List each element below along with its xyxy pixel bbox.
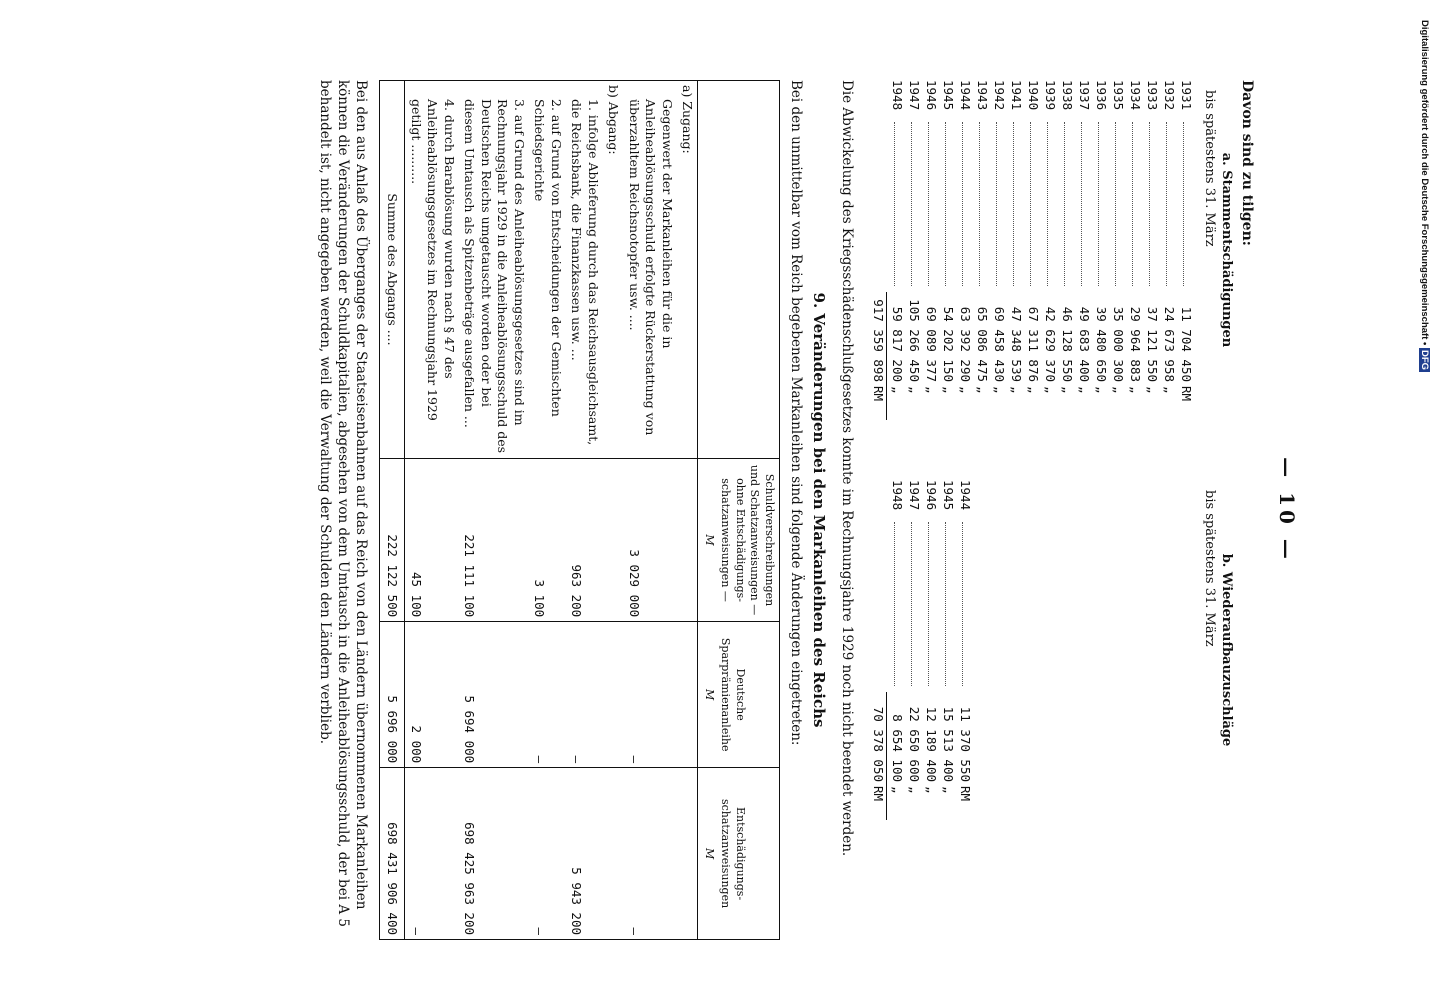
abgang-row bbox=[405, 81, 459, 940]
year-unit: „ bbox=[1025, 386, 1041, 394]
year-unit: „ bbox=[1093, 386, 1109, 394]
empty-cell bbox=[603, 458, 624, 621]
year-row bbox=[923, 80, 940, 420]
header-unit: M bbox=[702, 847, 716, 860]
year-unit: „ bbox=[940, 386, 956, 394]
abgang-value-2: 2 000 bbox=[405, 622, 459, 768]
digitization-credit bbox=[1416, 20, 1432, 400]
year-year: 1943 bbox=[974, 80, 990, 111]
year-value: 47 348 539 bbox=[1008, 306, 1024, 382]
stammentschaedigungen-heading: a. Stammentschädigungen bbox=[1219, 152, 1235, 348]
abgang-value-3: 5 943 200 bbox=[566, 768, 603, 940]
abgang-row bbox=[566, 81, 603, 940]
year-value: 37 121 550 bbox=[1144, 306, 1160, 382]
dot-leader bbox=[945, 122, 957, 286]
abgang-text: 3. auf Grund des Anleiheablösungsgesetzes sind im Rechnungsjahr 1929 in die Anleiheablösungsschuld des Deutschen Reichs umgetauscht worden oder bei diesem Umtausch als Spitzenbeträge ausgefallen ... bbox=[459, 81, 529, 459]
year-row bbox=[957, 480, 974, 820]
year-value: 22 650 600 bbox=[906, 706, 922, 782]
year-year: 1944 bbox=[957, 480, 973, 511]
total-value: 70 378 050 bbox=[869, 692, 887, 782]
year-unit: „ bbox=[1059, 386, 1075, 394]
spacer bbox=[974, 480, 1195, 820]
year-unit: „ bbox=[889, 386, 905, 394]
year-value: 67 311 876 bbox=[1025, 306, 1041, 382]
year-row bbox=[1008, 80, 1025, 420]
year-year: 1946 bbox=[923, 80, 939, 111]
dot-leader bbox=[928, 522, 940, 686]
year-year: 1946 bbox=[923, 480, 939, 511]
year-value: 63 392 290 bbox=[957, 306, 973, 382]
year-year: 1948 bbox=[889, 80, 905, 111]
year-row bbox=[1059, 80, 1076, 420]
summe-value-1: 222 122 500 bbox=[379, 458, 405, 621]
year-value: 46 128 550 bbox=[1059, 306, 1075, 382]
year-row bbox=[906, 80, 923, 420]
wiederaufbau-total bbox=[869, 480, 887, 820]
abgang-value-3: 698 425 963 200 bbox=[459, 768, 529, 940]
year-row bbox=[957, 80, 974, 420]
year-value: 11 370 550 bbox=[957, 706, 973, 782]
year-unit: „ bbox=[1110, 386, 1126, 394]
abgang-value-1: 3 100 bbox=[529, 458, 566, 621]
total-value: 917 359 898 bbox=[869, 292, 887, 382]
year-year: 1936 bbox=[1093, 80, 1109, 111]
stammentschaedigungen-sub: bis spätestens 31. März bbox=[1201, 90, 1217, 247]
total-unit: RM bbox=[869, 782, 887, 820]
year-row bbox=[1161, 80, 1178, 420]
year-unit: RM bbox=[1178, 386, 1194, 402]
dot-leader bbox=[894, 522, 906, 686]
abgang-label-row bbox=[603, 81, 624, 940]
dot-leader bbox=[1183, 122, 1195, 286]
credit-text bbox=[1419, 20, 1430, 372]
year-year: 1942 bbox=[991, 80, 1007, 111]
year-value: 69 089 377 bbox=[923, 306, 939, 382]
header-blank bbox=[698, 81, 780, 459]
header-label: Entschädigungs-schatzanweisungen bbox=[719, 798, 747, 909]
wiederaufbau-list bbox=[889, 480, 974, 820]
year-unit: RM bbox=[957, 786, 973, 802]
year-value: 24 673 958 bbox=[1161, 306, 1177, 382]
zugang-text: Gegenwert der Markanleihen für die in Anleiheablösungsschuld erfolgte Rückerstattung von überzahltem Reichsnotopfer usw. .... bbox=[623, 81, 677, 459]
dot-leader bbox=[962, 522, 974, 686]
wiederaufbau-block bbox=[869, 480, 1235, 820]
header-sparpraemienanleihe bbox=[698, 622, 780, 768]
year-year: 1934 bbox=[1127, 80, 1143, 111]
year-row bbox=[1178, 80, 1195, 420]
header-unit: M bbox=[702, 534, 716, 546]
year-row bbox=[1093, 80, 1110, 420]
summe-label: Summe des Abgangs .... bbox=[379, 81, 405, 459]
dot-leader bbox=[894, 122, 906, 286]
dot-leader bbox=[945, 522, 957, 686]
header-schuldverschreibungen bbox=[698, 458, 780, 621]
year-unit: „ bbox=[923, 786, 939, 794]
dot-leader bbox=[1166, 122, 1178, 286]
year-row bbox=[1110, 80, 1127, 420]
abgang-value-1: 963 200 bbox=[566, 458, 603, 621]
year-year: 1938 bbox=[1059, 80, 1075, 111]
zugang-value-1: 3 029 000 bbox=[623, 458, 677, 621]
abgang-text: 4. durch Barablösung wurden nach § 47 des Anleiheablösungsgesetzes im Rechnungsjahr 1929 getilgt .......... bbox=[405, 81, 459, 459]
abgang-value-1: 45 100 bbox=[405, 458, 459, 621]
dfg-logo: DFG bbox=[1419, 349, 1430, 371]
year-year: 1948 bbox=[889, 480, 905, 511]
year-value: 12 189 400 bbox=[923, 706, 939, 782]
intro-text: Davon sind zu tilgen: bbox=[1238, 80, 1255, 246]
stammentschaedigungen-list bbox=[889, 80, 1195, 420]
year-year: 1947 bbox=[906, 80, 922, 111]
year-year: 1931 bbox=[1178, 80, 1194, 111]
empty-cell bbox=[677, 622, 698, 768]
dot-leader bbox=[1115, 122, 1127, 286]
abgang-value-2: — bbox=[529, 622, 566, 768]
year-row bbox=[940, 480, 957, 820]
year-unit: „ bbox=[940, 786, 956, 794]
year-row bbox=[940, 80, 957, 420]
abgang-row bbox=[529, 81, 566, 940]
year-unit: „ bbox=[1042, 386, 1058, 394]
year-year: 1945 bbox=[940, 480, 956, 511]
year-year: 1945 bbox=[940, 80, 956, 111]
tilgung-columns bbox=[869, 80, 1235, 940]
year-year: 1944 bbox=[957, 80, 973, 111]
year-unit: „ bbox=[1008, 386, 1024, 394]
year-year: 1937 bbox=[1076, 80, 1092, 111]
dot-leader bbox=[979, 122, 991, 286]
abgang-value-3: — bbox=[529, 768, 566, 940]
empty-cell bbox=[603, 768, 624, 940]
year-row bbox=[906, 480, 923, 820]
dot-leader bbox=[962, 122, 974, 286]
year-year: 1941 bbox=[1008, 80, 1024, 111]
footnote: Bei den aus Anlaß des Überganges der Staatseisenbahnen auf das Reich von den Ländern übernommenen Markanleihen können die Veränderungen der Schuldkapitalien, abgesehen von dem Umtausch in die Anleiheablösungsschuld, der bei A 5 behandelt ist, nicht angegeben werden, weil die Verwaltung der Schulden den Ländern verblieb. bbox=[317, 80, 369, 927]
section-title: 9. Veränderungen bei den Markanleihen des Reichs bbox=[809, 292, 828, 728]
dot-leader bbox=[1149, 122, 1161, 286]
year-row bbox=[889, 480, 906, 820]
year-year: 1939 bbox=[1042, 80, 1058, 111]
year-year: 1932 bbox=[1161, 80, 1177, 111]
header-entschaedigungsschatzanweisungen bbox=[698, 768, 780, 940]
document-page bbox=[100, 80, 1300, 940]
header-label: Schuldverschreibungen und Schatzanweisungen — ohne Entschädigungs-schatzanweisungen — bbox=[719, 464, 776, 616]
year-unit: „ bbox=[1076, 386, 1092, 394]
abgang-text: 2. auf Grund von Entscheidungen der Gemischten Schiedsgerichte bbox=[529, 81, 566, 459]
year-year: 1940 bbox=[1025, 80, 1041, 111]
abgang-text: 1. infolge Ablieferung durch das Reichsausgleichsamt, die Reichsbank, die Finanzkassen usw. ... bbox=[566, 81, 603, 459]
year-row bbox=[1076, 80, 1093, 420]
zugang-label-row bbox=[677, 81, 698, 940]
summe-value-3: 698 431 906 400 bbox=[379, 768, 405, 940]
zugang-label: a) Zugang: bbox=[677, 81, 698, 459]
year-value: 15 513 400 bbox=[940, 706, 956, 782]
summe-value-2: 5 696 000 bbox=[379, 622, 405, 768]
markanleihen-table bbox=[379, 80, 780, 940]
year-unit: „ bbox=[1161, 386, 1177, 394]
year-unit: „ bbox=[923, 386, 939, 394]
year-value: 105 266 450 bbox=[906, 299, 922, 382]
year-value: 65 086 475 bbox=[974, 306, 990, 382]
year-row bbox=[923, 480, 940, 820]
year-row bbox=[889, 80, 906, 420]
zugang-row bbox=[623, 81, 677, 940]
table-header-row bbox=[698, 81, 780, 940]
year-unit: „ bbox=[906, 786, 922, 794]
summe-row bbox=[379, 81, 405, 940]
abgang-row bbox=[459, 81, 529, 940]
credit-label: Digitalisierung gefördert durch die Deutsche Forschungsgemeinschaft • bbox=[1419, 20, 1430, 346]
header-label: Deutsche Sparprämienanleihe bbox=[719, 637, 747, 752]
abgang-label: b) Abgang: bbox=[603, 81, 624, 459]
empty-cell bbox=[677, 458, 698, 621]
year-row bbox=[1144, 80, 1161, 420]
year-value: 29 964 883 bbox=[1127, 306, 1143, 382]
wiederaufbau-heading: b. Wiederaufbauzuschläge bbox=[1219, 553, 1235, 747]
dot-leader bbox=[1098, 122, 1110, 286]
wiederaufbau-sub: bis spätestens 31. März bbox=[1201, 490, 1217, 647]
total-unit: RM bbox=[869, 382, 887, 420]
year-value: 42 629 370 bbox=[1042, 306, 1058, 382]
abgang-value-3: — bbox=[405, 768, 459, 940]
year-row bbox=[1042, 80, 1059, 420]
year-unit: „ bbox=[889, 786, 905, 794]
year-value: 8 654 100 bbox=[889, 714, 905, 782]
year-value: 69 458 430 bbox=[991, 306, 1007, 382]
year-value: 54 202 150 bbox=[940, 306, 956, 382]
table-body bbox=[379, 81, 698, 940]
dot-leader bbox=[911, 522, 923, 686]
abgang-value-2: 5 694 000 bbox=[459, 622, 529, 768]
year-row bbox=[991, 80, 1008, 420]
year-year: 1947 bbox=[906, 480, 922, 511]
year-unit: „ bbox=[1127, 386, 1143, 394]
year-value: 39 480 650 bbox=[1093, 306, 1109, 382]
section-intro: Bei den unmittelbar vom Reich begebenen Markanleihen sind folgende Änderungen eingetreten: bbox=[787, 80, 804, 746]
year-unit: „ bbox=[974, 386, 990, 394]
year-year: 1935 bbox=[1110, 80, 1126, 111]
zugang-value-2: — bbox=[623, 622, 677, 768]
empty-cell bbox=[603, 622, 624, 768]
year-year: 1933 bbox=[1144, 80, 1160, 111]
year-unit: „ bbox=[906, 386, 922, 394]
year-unit: „ bbox=[1144, 386, 1160, 394]
kriegsschaeden-note: Die Abwickelung des Kriegsschädenschlußgesetzes konnte im Rechnungsjahre 1929 noch nicht beendet werden. bbox=[839, 80, 856, 857]
year-value: 11 704 450 bbox=[1178, 306, 1194, 382]
page-number: — 10 — bbox=[1275, 457, 1299, 563]
year-value: 35 000 300 bbox=[1110, 306, 1126, 382]
header-unit: M bbox=[702, 689, 716, 701]
year-row bbox=[974, 80, 991, 420]
abgang-value-1: 221 111 100 bbox=[459, 458, 529, 621]
dot-leader bbox=[928, 122, 940, 286]
year-row bbox=[1127, 80, 1144, 420]
year-unit: „ bbox=[991, 386, 1007, 394]
year-value: 59 817 200 bbox=[889, 306, 905, 382]
abgang-value-2: — bbox=[566, 622, 603, 768]
dot-leader bbox=[1064, 122, 1076, 286]
year-unit: „ bbox=[957, 386, 973, 394]
dot-leader bbox=[1132, 122, 1144, 286]
year-row bbox=[1025, 80, 1042, 420]
empty-cell bbox=[677, 768, 698, 940]
dot-leader bbox=[996, 122, 1008, 286]
dot-leader bbox=[911, 122, 923, 286]
dot-leader bbox=[1047, 122, 1059, 286]
stammentschaedigungen-total bbox=[869, 80, 887, 420]
dot-leader bbox=[1081, 122, 1093, 286]
zugang-value-3: — bbox=[623, 768, 677, 940]
stammentschaedigungen-block bbox=[869, 80, 1235, 420]
dot-leader bbox=[1013, 122, 1025, 286]
dot-leader bbox=[1030, 122, 1042, 286]
year-value: 49 683 400 bbox=[1076, 306, 1092, 382]
